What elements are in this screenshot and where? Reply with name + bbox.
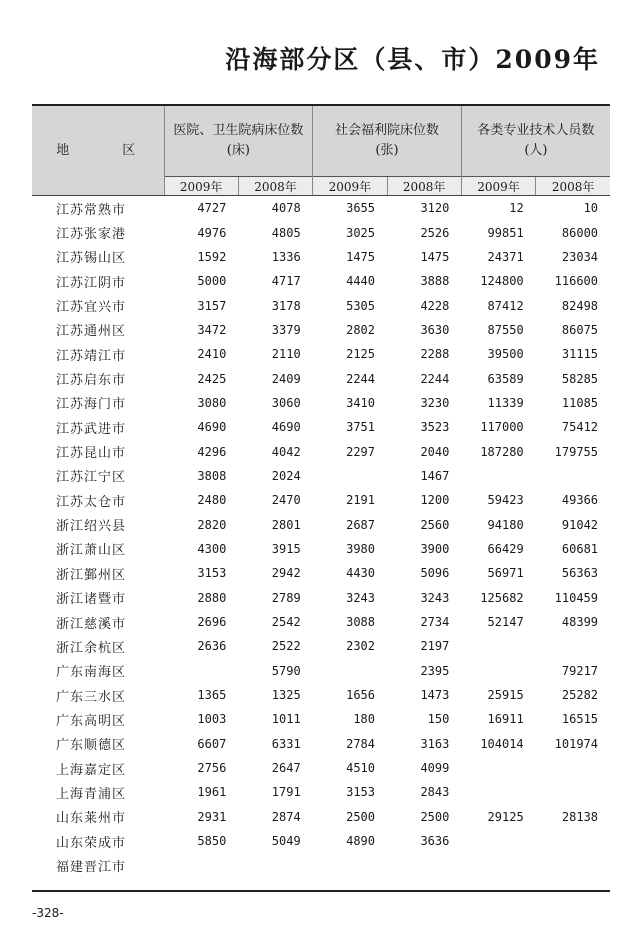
value-cell: 2197 — [420, 639, 450, 654]
value-cell: 11085 — [561, 395, 599, 410]
value-cell: 2636 — [197, 639, 227, 654]
table-row — [32, 561, 610, 585]
value-cell: 91042 — [561, 517, 599, 532]
value-cell: 2522 — [271, 639, 301, 654]
region-name: 江苏通州区 — [56, 324, 127, 340]
value-cell: 3178 — [271, 298, 301, 313]
year-header: 2009年 — [164, 177, 238, 196]
value-cell: 3230 — [420, 395, 450, 410]
value-cell: 23034 — [561, 249, 599, 264]
value-cell: 87550 — [487, 322, 524, 337]
value-cell: 1791 — [271, 785, 301, 800]
value-cell: 2288 — [420, 347, 450, 362]
value-cell: 4440 — [346, 274, 375, 289]
statistics-table — [32, 106, 610, 878]
value-cell: 3025 — [346, 225, 375, 240]
region-name: 江苏宜兴市 — [56, 300, 127, 316]
table-row — [32, 829, 610, 853]
region-name: 江苏锡山区 — [56, 251, 127, 267]
value-cell: 2734 — [420, 615, 450, 630]
value-cell: 2040 — [420, 444, 450, 459]
group-header-label: 各类专业技术人员数 (人) — [477, 123, 595, 158]
region-name: 福建晋江市 — [56, 859, 127, 875]
group-header-label: 社会福利院床位数 (张) — [335, 123, 440, 158]
table-row — [32, 439, 610, 463]
value-cell: 4690 — [271, 420, 301, 435]
value-cell: 110459 — [554, 590, 599, 605]
value-cell: 86000 — [561, 225, 599, 240]
region-name: 浙江诸暨市 — [56, 592, 127, 608]
value-cell: 1336 — [271, 249, 301, 264]
value-cell: 101974 — [554, 736, 599, 751]
table-row — [32, 853, 610, 877]
value-cell: 56363 — [561, 566, 599, 581]
table-row — [32, 366, 610, 390]
value-cell: 4430 — [346, 566, 375, 581]
value-cell: 3980 — [346, 541, 375, 556]
value-cell: 58285 — [561, 371, 599, 386]
value-cell: 16515 — [561, 712, 599, 727]
value-cell: 1475 — [346, 249, 375, 264]
region-name: 江苏武进市 — [56, 421, 127, 437]
table-row — [32, 318, 610, 342]
value-cell: 11339 — [487, 395, 524, 410]
value-cell: 1003 — [197, 712, 227, 727]
value-cell: 87412 — [487, 298, 524, 313]
value-cell: 16911 — [487, 712, 524, 727]
value-cell: 3153 — [197, 566, 227, 581]
value-cell: 2942 — [271, 566, 301, 581]
value-cell — [461, 634, 535, 658]
value-cell: 28138 — [561, 809, 599, 824]
table-row — [32, 245, 610, 269]
year-header: 2008年 — [238, 177, 312, 196]
value-cell: 104014 — [480, 736, 524, 751]
value-cell — [461, 853, 535, 877]
value-cell: 86075 — [561, 322, 599, 337]
value-cell — [536, 464, 610, 488]
value-cell — [536, 756, 610, 780]
value-cell: 2024 — [271, 468, 301, 483]
region-name: 浙江慈溪市 — [56, 616, 127, 632]
table-row — [32, 391, 610, 415]
value-cell — [387, 853, 461, 877]
region-name: 广东南海区 — [56, 665, 127, 681]
value-cell: 2843 — [420, 785, 450, 800]
value-cell: 3080 — [197, 395, 227, 410]
table-row — [32, 342, 610, 366]
value-cell — [164, 659, 238, 683]
region-name: 江苏江宁区 — [56, 470, 127, 486]
value-cell — [461, 780, 535, 804]
year-header: 2008年 — [387, 177, 461, 196]
value-cell: 179755 — [554, 444, 599, 459]
value-cell: 1656 — [346, 688, 375, 703]
value-cell: 3088 — [346, 615, 375, 630]
table-row — [32, 756, 610, 780]
value-cell: 99851 — [487, 225, 524, 240]
value-cell: 2880 — [197, 590, 227, 605]
value-cell: 3472 — [197, 322, 227, 337]
value-cell: 49366 — [561, 493, 599, 508]
value-cell: 2191 — [346, 493, 375, 508]
value-cell: 3243 — [346, 590, 375, 605]
value-cell: 124800 — [480, 274, 524, 289]
value-cell: 5305 — [346, 298, 375, 313]
table-body — [32, 196, 610, 878]
value-cell: 2696 — [197, 615, 227, 630]
value-cell: 25915 — [487, 688, 524, 703]
value-cell: 39500 — [487, 347, 524, 362]
value-cell: 1200 — [420, 493, 450, 508]
value-cell — [461, 829, 535, 853]
table-row — [32, 537, 610, 561]
table-row — [32, 707, 610, 731]
value-cell: 4890 — [346, 834, 375, 849]
value-cell: 10 — [583, 201, 599, 216]
value-cell: 2297 — [346, 444, 375, 459]
value-cell — [461, 756, 535, 780]
value-cell: 31115 — [561, 347, 599, 362]
value-cell — [313, 464, 387, 488]
value-cell: 1365 — [197, 688, 227, 703]
value-cell: 3808 — [197, 468, 227, 483]
table-row — [32, 610, 610, 634]
table-row — [32, 196, 610, 221]
region-name: 广东顺德区 — [56, 738, 127, 754]
value-cell: 4042 — [271, 444, 301, 459]
value-cell: 56971 — [487, 566, 524, 581]
value-cell: 3630 — [420, 322, 450, 337]
table-bottom-rule — [32, 890, 610, 892]
value-cell: 1961 — [197, 785, 227, 800]
year-header: 2009年 — [313, 177, 387, 196]
group-header-hospital-beds — [164, 106, 313, 177]
table-row — [32, 464, 610, 488]
header-row-groups — [32, 106, 610, 177]
table-row — [32, 269, 610, 293]
value-cell: 5049 — [271, 834, 301, 849]
region-name: 江苏昆山市 — [56, 446, 127, 462]
value-cell: 125682 — [480, 590, 524, 605]
value-cell — [536, 853, 610, 877]
value-cell: 3120 — [420, 201, 450, 216]
value-cell: 3153 — [346, 785, 375, 800]
value-cell: 2931 — [197, 809, 227, 824]
value-cell: 1592 — [197, 249, 227, 264]
value-cell: 3888 — [420, 274, 450, 289]
value-cell: 60681 — [561, 541, 599, 556]
table-row — [32, 488, 610, 512]
value-cell: 2110 — [271, 347, 301, 362]
region-name: 江苏张家港 — [56, 227, 127, 243]
value-cell: 4976 — [197, 225, 227, 240]
group-header-label: 医院、卫生院病床位数 (床) — [173, 123, 304, 158]
table-row — [32, 683, 610, 707]
value-cell: 3900 — [420, 541, 450, 556]
value-cell — [238, 853, 312, 877]
value-cell: 4228 — [420, 298, 450, 313]
value-cell: 2874 — [271, 809, 301, 824]
value-cell: 3410 — [346, 395, 375, 410]
value-cell: 2647 — [271, 761, 301, 776]
value-cell: 2687 — [346, 517, 375, 532]
value-cell: 12 — [509, 201, 524, 216]
value-cell: 2500 — [420, 809, 450, 824]
value-cell: 48399 — [561, 615, 599, 630]
table-row — [32, 293, 610, 317]
value-cell: 3060 — [271, 395, 301, 410]
value-cell: 2244 — [346, 371, 375, 386]
value-cell: 2480 — [197, 493, 227, 508]
group-header-welfare-beds — [313, 106, 462, 177]
value-cell: 4510 — [346, 761, 375, 776]
value-cell: 2395 — [420, 663, 450, 678]
region-name: 山东荣成市 — [56, 835, 127, 851]
value-cell: 117000 — [480, 420, 524, 435]
region-name: 浙江鄞州区 — [56, 567, 127, 583]
value-cell: 2784 — [346, 736, 375, 751]
value-cell: 2410 — [197, 347, 227, 362]
value-cell: 4078 — [271, 201, 301, 216]
region-name: 江苏启东市 — [56, 373, 127, 389]
table-row — [32, 220, 610, 244]
value-cell: 5000 — [197, 274, 227, 289]
region-name: 浙江绍兴县 — [56, 519, 127, 535]
value-cell: 2500 — [346, 809, 375, 824]
value-cell: 5790 — [271, 663, 301, 678]
value-cell: 2409 — [271, 371, 301, 386]
value-cell: 3379 — [271, 322, 301, 337]
table-row — [32, 659, 610, 683]
value-cell: 24371 — [487, 249, 524, 264]
value-cell: 2302 — [346, 639, 375, 654]
year-header: 2008年 — [536, 177, 610, 196]
value-cell: 3243 — [420, 590, 450, 605]
value-cell — [461, 464, 535, 488]
region-name: 浙江萧山区 — [56, 543, 127, 559]
value-cell: 82498 — [561, 298, 599, 313]
value-cell: 1473 — [420, 688, 450, 703]
table-row — [32, 415, 610, 439]
value-cell: 116600 — [554, 274, 599, 289]
region-name: 江苏江阴市 — [56, 275, 127, 291]
value-cell: 4296 — [197, 444, 227, 459]
value-cell — [461, 659, 535, 683]
value-cell: 1011 — [271, 712, 301, 727]
value-cell: 3157 — [197, 298, 227, 313]
value-cell: 66429 — [487, 541, 524, 556]
value-cell — [536, 829, 610, 853]
value-cell: 6331 — [271, 736, 301, 751]
value-cell: 75412 — [561, 420, 599, 435]
region-name: 江苏海门市 — [56, 397, 127, 413]
value-cell: 4690 — [197, 420, 227, 435]
value-cell: 2125 — [346, 347, 375, 362]
value-cell: 4805 — [271, 225, 301, 240]
value-cell: 5850 — [197, 834, 227, 849]
table-row — [32, 512, 610, 536]
region-column-header: 地 区 — [32, 106, 164, 196]
value-cell — [313, 659, 387, 683]
value-cell: 5096 — [420, 566, 450, 581]
value-cell: 2542 — [271, 615, 301, 630]
value-cell: 180 — [353, 712, 375, 727]
value-cell: 4099 — [420, 761, 450, 776]
value-cell — [313, 853, 387, 877]
value-cell: 79217 — [561, 663, 599, 678]
table-row — [32, 732, 610, 756]
value-cell: 3655 — [346, 201, 375, 216]
value-cell: 63589 — [487, 371, 524, 386]
table-row — [32, 586, 610, 610]
region-name: 江苏常熟市 — [56, 202, 127, 218]
value-cell: 150 — [427, 712, 450, 727]
value-cell: 2526 — [420, 225, 450, 240]
table-row — [32, 780, 610, 804]
region-name: 江苏靖江市 — [56, 348, 127, 364]
region-name: 广东高明区 — [56, 713, 127, 729]
value-cell — [164, 853, 238, 877]
value-cell: 1467 — [420, 468, 450, 483]
value-cell — [536, 634, 610, 658]
value-cell: 2802 — [346, 322, 375, 337]
value-cell: 25282 — [561, 688, 599, 703]
region-name: 广东三水区 — [56, 689, 127, 705]
group-header-technical-staff — [461, 106, 610, 177]
value-cell: 59423 — [487, 493, 524, 508]
value-cell: 3915 — [271, 541, 301, 556]
value-cell: 2560 — [420, 517, 450, 532]
page-number: -328- — [32, 906, 64, 920]
region-name: 浙江余杭区 — [56, 640, 127, 656]
value-cell: 187280 — [480, 444, 524, 459]
table-row — [32, 805, 610, 829]
value-cell: 4717 — [271, 274, 301, 289]
value-cell: 4300 — [197, 541, 227, 556]
year-header: 2009年 — [461, 177, 535, 196]
value-cell: 2820 — [197, 517, 227, 532]
value-cell: 3163 — [420, 736, 450, 751]
value-cell: 3751 — [346, 420, 375, 435]
value-cell: 6607 — [197, 736, 227, 751]
region-name: 江苏太仓市 — [56, 494, 127, 510]
value-cell: 94180 — [487, 517, 524, 532]
value-cell: 1325 — [271, 688, 301, 703]
value-cell: 3636 — [420, 834, 450, 849]
value-cell: 3523 — [420, 420, 450, 435]
page-title: 沿海部分区（县、市）2009年 — [225, 45, 600, 74]
region-name: 上海嘉定区 — [56, 762, 127, 778]
value-cell: 2789 — [271, 590, 301, 605]
value-cell: 4727 — [197, 201, 227, 216]
region-name: 上海青浦区 — [56, 786, 127, 802]
value-cell: 2244 — [420, 371, 450, 386]
region-name: 山东莱州市 — [56, 811, 127, 827]
value-cell: 29125 — [487, 809, 524, 824]
value-cell: 2470 — [271, 493, 301, 508]
value-cell: 2756 — [197, 761, 227, 776]
table-row — [32, 634, 610, 658]
value-cell: 2801 — [271, 517, 301, 532]
value-cell: 52147 — [487, 615, 524, 630]
value-cell: 1475 — [420, 249, 450, 264]
value-cell — [536, 780, 610, 804]
value-cell: 2425 — [197, 371, 227, 386]
